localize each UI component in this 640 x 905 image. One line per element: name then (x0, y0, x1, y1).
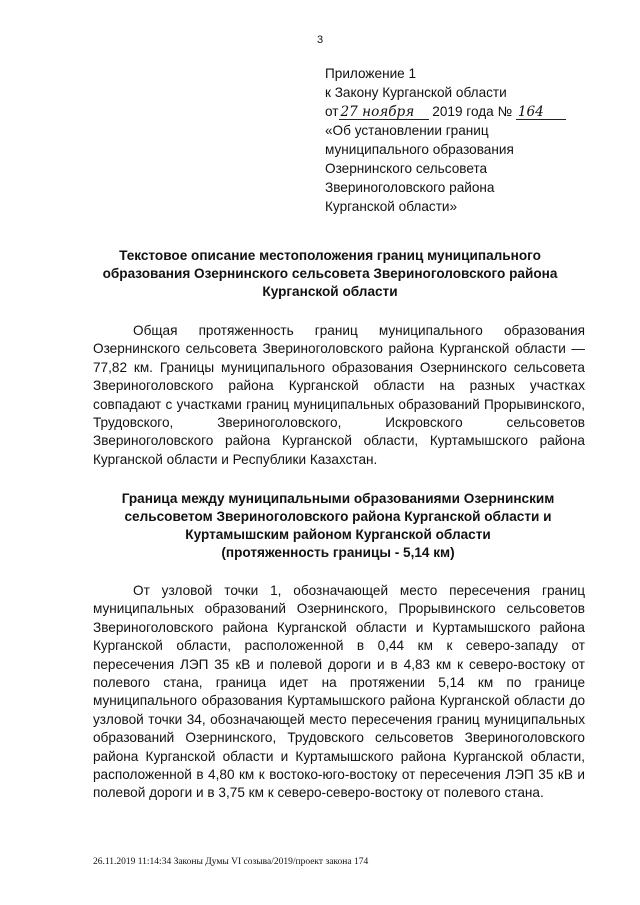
appendix-header (325, 64, 615, 216)
appendix-line-7: Звериноголовского района (325, 180, 495, 195)
appendix-law-ref: к Закону Курганской области (325, 85, 507, 100)
paragraph-boundary-description: От узловой точки 1, обозначающей место пересечения границ муниципальных образований Озернинского, Прорывинского сельсоветов Звериноголовского района Курганской области и Куртамышского района Курганской области, расположенной в 0,44 км к северо-западу от пересечения ЛЭП 35 кВ и полевой дороги и в 4,83 км к северо-востоку от полевого стана, граница идет на протяжении 5,14 км по границе муниципального образования Куртамышского района Курганской области до узловой точки 34, обозначающей место пересечения границ муниципальных образований Озернинского, Трудовского сельсоветов Звериноголовского района Курганской области и Куртамышского района Курганской области, расположенной в 4,80 км к востоко-юго-востоку от пересечения ЛЭП 35 кВ и полевой дороги и в 3,75 км к северо-северо-востоку от полевого стана. (93, 583, 585, 801)
subtitle-line-1: Граница между муниципальными образованиями Озернинским (121, 491, 555, 506)
year-text: 2019 года № (432, 104, 513, 119)
appendix-line-4: «Об установлении границ (325, 123, 489, 138)
handwritten-date: 27 ноября (339, 105, 429, 120)
handwritten-number: 164 (516, 105, 566, 120)
footer-file-info: 26.11.2019 11:14:34 Законы Думы VI созыва/2019/проект закона 174 (93, 857, 369, 867)
subtitle-line-2: сельсоветом Звериноголовского района Курганской области и (124, 509, 552, 524)
subtitle-line-3: Куртамышским районом Курганской области (185, 527, 491, 542)
section-subtitle (88, 490, 588, 562)
appendix-line-5: муниципального образования (325, 142, 514, 157)
appendix-date-line (325, 102, 615, 121)
appendix-label: Приложение 1 (325, 66, 417, 81)
page-number: 3 (316, 34, 324, 46)
appendix-line-8: Курганской области» (325, 199, 458, 214)
paragraph-total-length: Общая протяженность границ муниципального образования Озернинского сельсовета Звериноголовского района Курганской области — 77,82 км. Границы муниципального образования Озернинского сельсовета Звериноголовского района Курганской области на разных участках совпадают с участками границ муниципальных образований Прорывинского, Трудовского, Звериноголовского, Искровского сельсоветов Звериноголовского района Курганской области, Куртамышского района Курганской области и Республики Казахстан. (93, 323, 585, 467)
document-title: Текстовое описание местоположения границ муниципального образования Озернинского сельсовета Звериноголовского района Курганской области (102, 248, 558, 299)
appendix-line-6: Озернинского сельсовета (325, 161, 488, 176)
subtitle-line-4: (протяженность границы - 5,14 км) (221, 545, 455, 560)
date-prefix: от (325, 104, 339, 119)
